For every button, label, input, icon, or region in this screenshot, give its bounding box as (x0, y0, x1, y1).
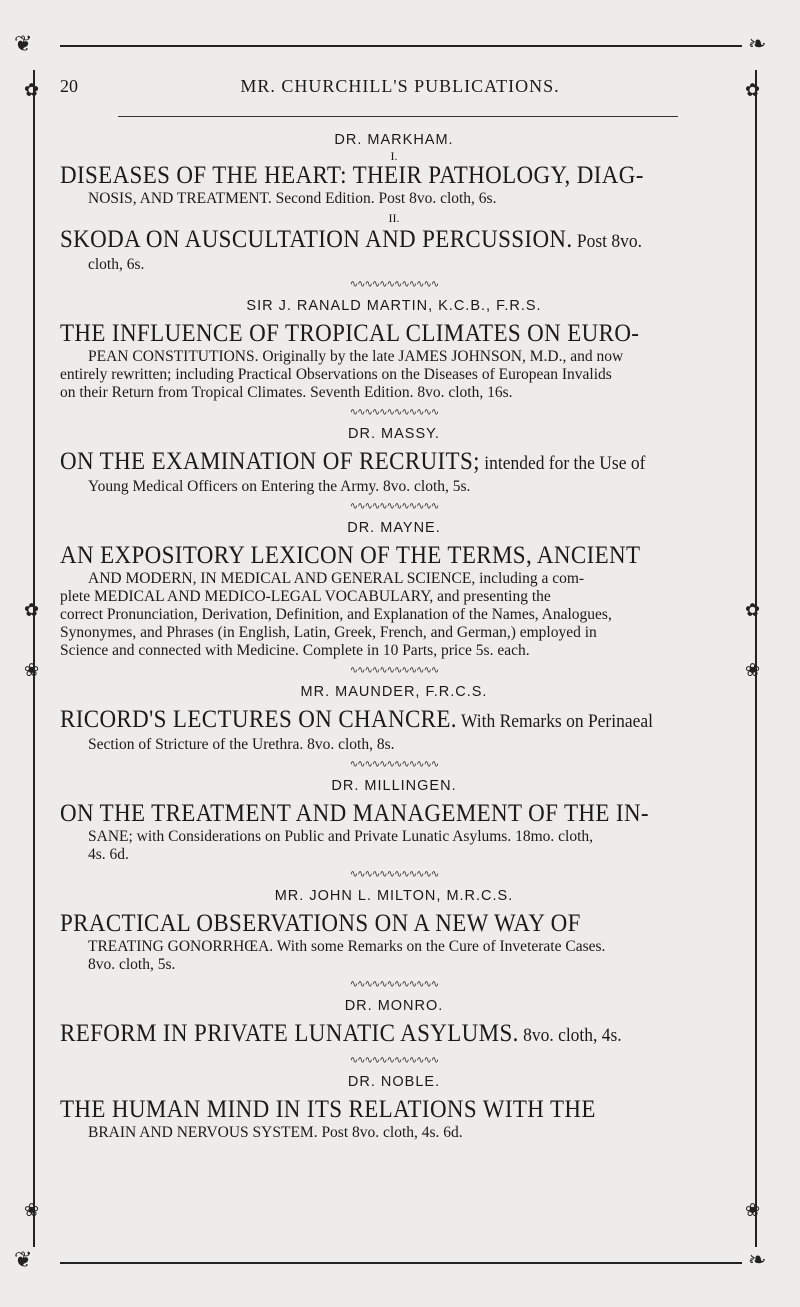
corner-floral-ornament-icon: ❦ (14, 32, 33, 57)
entry-monro (60, 996, 728, 1050)
floral-vine-icon: ❀ (24, 660, 40, 681)
book-description: 4s. 6d. (88, 846, 129, 863)
book-title: ON THE EXAMINATION OF RECRUITS; intended for the Use of (60, 448, 646, 475)
wavy-rule-icon: ∿∿∿∿∿∿∿∿∿∿∿∿ (349, 979, 439, 990)
wavy-rule-icon: ∿∿∿∿∿∿∿∿∿∿∿∿ (349, 501, 439, 512)
book-description: on their Return from Tropical Climates. Seventh Edition. 8vo. cloth, 16s. (60, 384, 513, 401)
author-name: DR. NOBLE. (347, 1074, 441, 1090)
frame-left-rule (33, 70, 35, 1247)
book-title: SKODA ON AUSCULTATION AND PERCUSSION. Post 8vo. (60, 226, 643, 253)
frame-top-rule (60, 45, 742, 47)
item-numeral: II. (388, 211, 400, 225)
floral-vine-icon: ✿ (745, 600, 761, 621)
wavy-rule-icon: ∿∿∿∿∿∿∿∿∿∿∿∿ (349, 279, 439, 290)
book-description: AND MODERN, IN MEDICAL AND GENERAL SCIENCE, including a com- (88, 570, 585, 587)
book-description: plete MEDICAL AND MEDICO-LEGAL VOCABULARY, and presenting the (60, 588, 551, 605)
entry-maunder (60, 682, 728, 754)
corner-floral-ornament-icon: ❦ (14, 1248, 33, 1273)
book-title: AN EXPOSITORY LEXICON OF THE TERMS, ANCIENT (60, 542, 641, 569)
book-title: THE INFLUENCE OF TROPICAL CLIMATES ON EURO- (60, 320, 640, 347)
entry-martin (60, 296, 728, 402)
item-numeral: I. (390, 149, 398, 163)
entry-millingen (60, 776, 728, 864)
wavy-rule-icon: ∿∿∿∿∿∿∿∿∿∿∿∿ (349, 665, 439, 676)
book-description: NOSIS, AND TREATMENT. Second Edition. Post 8vo. cloth, 6s. (88, 190, 497, 207)
book-title: PRACTICAL OBSERVATIONS ON A NEW WAY OF (60, 910, 581, 937)
floral-vine-icon: ✿ (24, 80, 40, 101)
entry-noble (60, 1072, 728, 1142)
book-description: PEAN CONSTITUTIONS. Originally by the late JAMES JOHNSON, M.D., and now (88, 348, 624, 365)
wavy-rule-icon: ∿∿∿∿∿∿∿∿∿∿∿∿ (349, 407, 439, 418)
book-description: SANE; with Considerations on Public and Private Lunatic Asylums. 18mo. cloth, (88, 828, 594, 845)
book-description: Synonymes, and Phrases (in English, Latin, Greek, French, and German,) employed in (60, 624, 597, 641)
entry-markham (60, 130, 728, 274)
book-description: entirely rewritten; including Practical Observations on the Diseases of European Invalids (60, 366, 612, 383)
wavy-rule-icon: ∿∿∿∿∿∿∿∿∿∿∿∿ (349, 759, 439, 770)
book-description: Science and connected with Medicine. Complete in 10 Parts, price 5s. each. (60, 642, 530, 659)
author-name: MR. JOHN L. MILTON, M.R.C.S. (274, 888, 514, 904)
corner-floral-ornament-icon: ❧ (748, 1248, 767, 1273)
book-description: Young Medical Officers on Entering the Army. 8vo. cloth, 5s. (88, 478, 471, 495)
publication-list (60, 130, 728, 1142)
author-name: SIR J. RANALD MARTIN, K.C.B., F.R.S. (246, 298, 542, 314)
entry-mayne (60, 518, 728, 660)
book-description: 8vo. cloth, 5s. (88, 956, 176, 973)
book-description: BRAIN AND NERVOUS SYSTEM. Post 8vo. cloth, 4s. 6d. (88, 1124, 463, 1141)
floral-vine-icon: ✿ (745, 80, 761, 101)
floral-vine-icon: ❀ (745, 660, 761, 681)
frame-bottom-rule (60, 1262, 742, 1264)
book-description: cloth, 6s. (88, 256, 145, 273)
running-title: MR. CHURCHILL'S PUBLICATIONS. (240, 76, 560, 96)
page-header (60, 72, 740, 102)
floral-vine-icon: ❀ (745, 1200, 761, 1221)
author-name: DR. MASSY. (348, 426, 440, 442)
book-title: RICORD'S LECTURES ON CHANCRE. With Remarks on Perinaeal (60, 706, 653, 733)
book-description: correct Pronunciation, Derivation, Definition, and Explanation of the Names, Analogues, (60, 606, 612, 623)
book-description: TREATING GONORRHŒA. With some Remarks on the Cure of Inveterate Cases. (88, 938, 606, 955)
corner-floral-ornament-icon: ❧ (748, 32, 767, 57)
author-name: DR. MARKHAM. (334, 132, 454, 148)
book-description: Section of Stricture of the Urethra. 8vo. cloth, 8s. (88, 736, 395, 753)
book-title: ON THE TREATMENT AND MANAGEMENT OF THE IN- (60, 800, 649, 827)
page-number: 20 (60, 76, 78, 96)
book-title: THE HUMAN MIND IN ITS RELATIONS WITH THE (60, 1096, 596, 1123)
frame-right-rule (755, 70, 757, 1247)
wavy-rule-icon: ∿∿∿∿∿∿∿∿∿∿∿∿ (349, 869, 439, 880)
entry-massy (60, 424, 728, 496)
header-divider (118, 116, 678, 117)
author-name: MR. MAUNDER, F.R.C.S. (300, 684, 488, 700)
wavy-rule-icon: ∿∿∿∿∿∿∿∿∿∿∿∿ (349, 1055, 439, 1066)
book-title: REFORM IN PRIVATE LUNATIC ASYLUMS. 8vo. cloth, 4s. (60, 1020, 622, 1047)
author-name: DR. MILLINGEN. (331, 778, 457, 794)
author-name: DR. MONRO. (344, 998, 444, 1014)
entry-milton (60, 886, 728, 974)
floral-vine-icon: ✿ (24, 600, 40, 621)
author-name: DR. MAYNE. (347, 520, 441, 536)
book-title: DISEASES OF THE HEART: THEIR PATHOLOGY, DIAG- (60, 162, 644, 189)
floral-vine-icon: ❀ (24, 1200, 40, 1221)
